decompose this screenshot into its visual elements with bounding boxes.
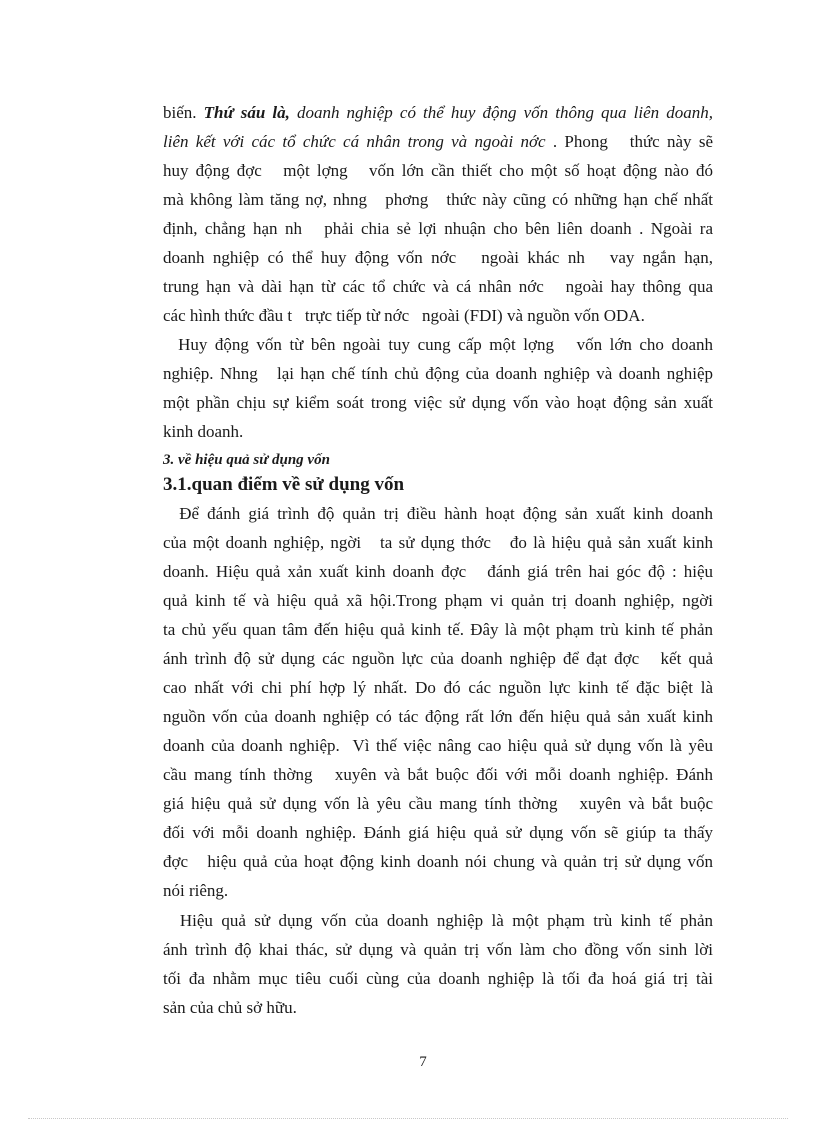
paragraph-3-line-12: đối với mỗi doanh nghiệp. Đánh giá hiệu quả sử dụng vốn sẽ giúp ta thấy bbox=[163, 823, 713, 842]
paragraph-2-line-1: Huy động vốn từ bên ngoài tuy cung cấp một lợng vốn lớn cho doanh bbox=[163, 335, 713, 354]
emphasis-run: Thứ sáu là, bbox=[203, 103, 290, 122]
paragraph-1-line-5: định, chẳng hạn nh phải chia sẻ lợi nhuận cho bên liên doanh . Ngoài ra bbox=[163, 219, 713, 238]
paragraph-3-line-7: cao nhất với chi phí hợp lý nhất. Do đó các nguồn lực kinh tế đặc biệt là bbox=[163, 678, 713, 697]
subsection-heading: 3.1.quan điểm về sử dụng vốn bbox=[163, 474, 405, 495]
paragraph-4-line-1: Hiệu quả sử dụng vốn của doanh nghiệp là một phạm trù kinh tế phản bbox=[163, 911, 713, 930]
text-run: . Phong thức này sẽ bbox=[545, 132, 713, 151]
italic-run: doanh nghiệp có thể huy động vốn thông qua liên doanh, bbox=[289, 103, 713, 122]
text-run: biến. bbox=[163, 103, 204, 122]
paragraph-3-line-10: cầu mang tính thờng xuyên và bắt buộc đối với mỗi doanh nghiệp. Đánh bbox=[163, 765, 713, 784]
paragraph-4-line-4: sản của chủ sở hữu. bbox=[163, 998, 297, 1017]
page-bottom-divider bbox=[28, 1118, 788, 1119]
paragraph-3-line-13: đợc hiệu quả của hoạt động kinh doanh nói chung và quản trị sử dụng vốn bbox=[163, 852, 713, 871]
paragraph-1-line-7: trung hạn và dài hạn từ các tổ chức và cá nhân nớc ngoài hay thông qua bbox=[163, 277, 713, 296]
paragraph-1-line-2 bbox=[163, 131, 713, 153]
paragraph-3-line-4: quả kinh tế và hiệu quả xã hội.Trong phạm vi quản trị doanh nghiệp, ngời bbox=[163, 591, 713, 610]
paragraph-3-line-9: doanh của doanh nghiệp. Vì thế việc nâng cao hiệu quả sử dụng vốn là yêu bbox=[163, 736, 713, 755]
paragraph-3-line-2: của một doanh nghiệp, ngời ta sử dụng thớc đo là hiệu quả sản xuất kinh bbox=[163, 533, 713, 552]
paragraph-3-line-8: nguồn vốn của doanh nghiệp có tác động rất lớn đến hiệu quả sản xuất kinh bbox=[163, 707, 713, 726]
section-heading: 3. về hiệu quả sử dụng vốn bbox=[163, 452, 330, 468]
paragraph-1-line-6: doanh nghiệp có thể huy động vốn nớc ngoài khác nh vay ngắn hạn, bbox=[163, 248, 713, 267]
paragraph-2-line-2: nghiệp. Nhng lại hạn chế tính chủ động của doanh nghiệp và doanh nghiệp bbox=[163, 364, 713, 383]
paragraph-3-line-3: doanh. Hiệu quả xản xuất kinh doanh đợc đánh giá trên hai góc độ : hiệu bbox=[163, 562, 713, 581]
paragraph-4-line-2: ánh trình độ khai thác, sử dụng và quản trị vốn làm cho đồng vốn sinh lời bbox=[163, 940, 713, 959]
paragraph-4-line-3: tối đa nhằm mục tiêu cuối cùng của doanh nghiệp là tối đa hoá giá trị tài bbox=[163, 969, 713, 988]
paragraph-3-line-1: Để đánh giá trình độ quản trị điều hành hoạt động sản xuất kinh doanh bbox=[163, 504, 713, 523]
paragraph-3-line-5: ta chủ yếu quan tâm đến hiệu quả kinh tế. Đây là một phạm trù kinh tế phản bbox=[163, 620, 713, 639]
paragraph-2-line-3: một phần chịu sự kiểm soát trong việc sử dụng vốn vào hoạt động sản xuất bbox=[163, 393, 713, 412]
paragraph-1-line-1 bbox=[163, 102, 713, 124]
paragraph-3-line-11: giá hiệu quả sử dụng vốn là yêu cầu mang tính thờng xuyên và bắt buộc bbox=[163, 794, 713, 813]
paragraph-1-line-8: các hình thức đầu t trực tiếp từ nớc ngoài (FDI) và nguồn vốn ODA. bbox=[163, 306, 645, 325]
page-number: 7 bbox=[419, 1054, 427, 1070]
paragraph-1-line-3: huy động đợc một lợng vốn lớn cần thiết cho một số hoạt động nào đó bbox=[163, 161, 713, 180]
paragraph-2-line-4: kinh doanh. bbox=[163, 422, 244, 441]
paragraph-3-line-6: ánh trình độ sử dụng các nguồn lực của doanh nghiệp để đạt đợc kết quả bbox=[163, 649, 713, 668]
italic-run: liên kết với các tổ chức cá nhân trong và ngoài nớc bbox=[163, 132, 546, 151]
paragraph-1-line-4: mà không làm tăng nợ, nhng phơng thức này cũng có những hạn chế nhất bbox=[163, 190, 713, 209]
paragraph-3-line-14: nói riêng. bbox=[163, 881, 229, 900]
